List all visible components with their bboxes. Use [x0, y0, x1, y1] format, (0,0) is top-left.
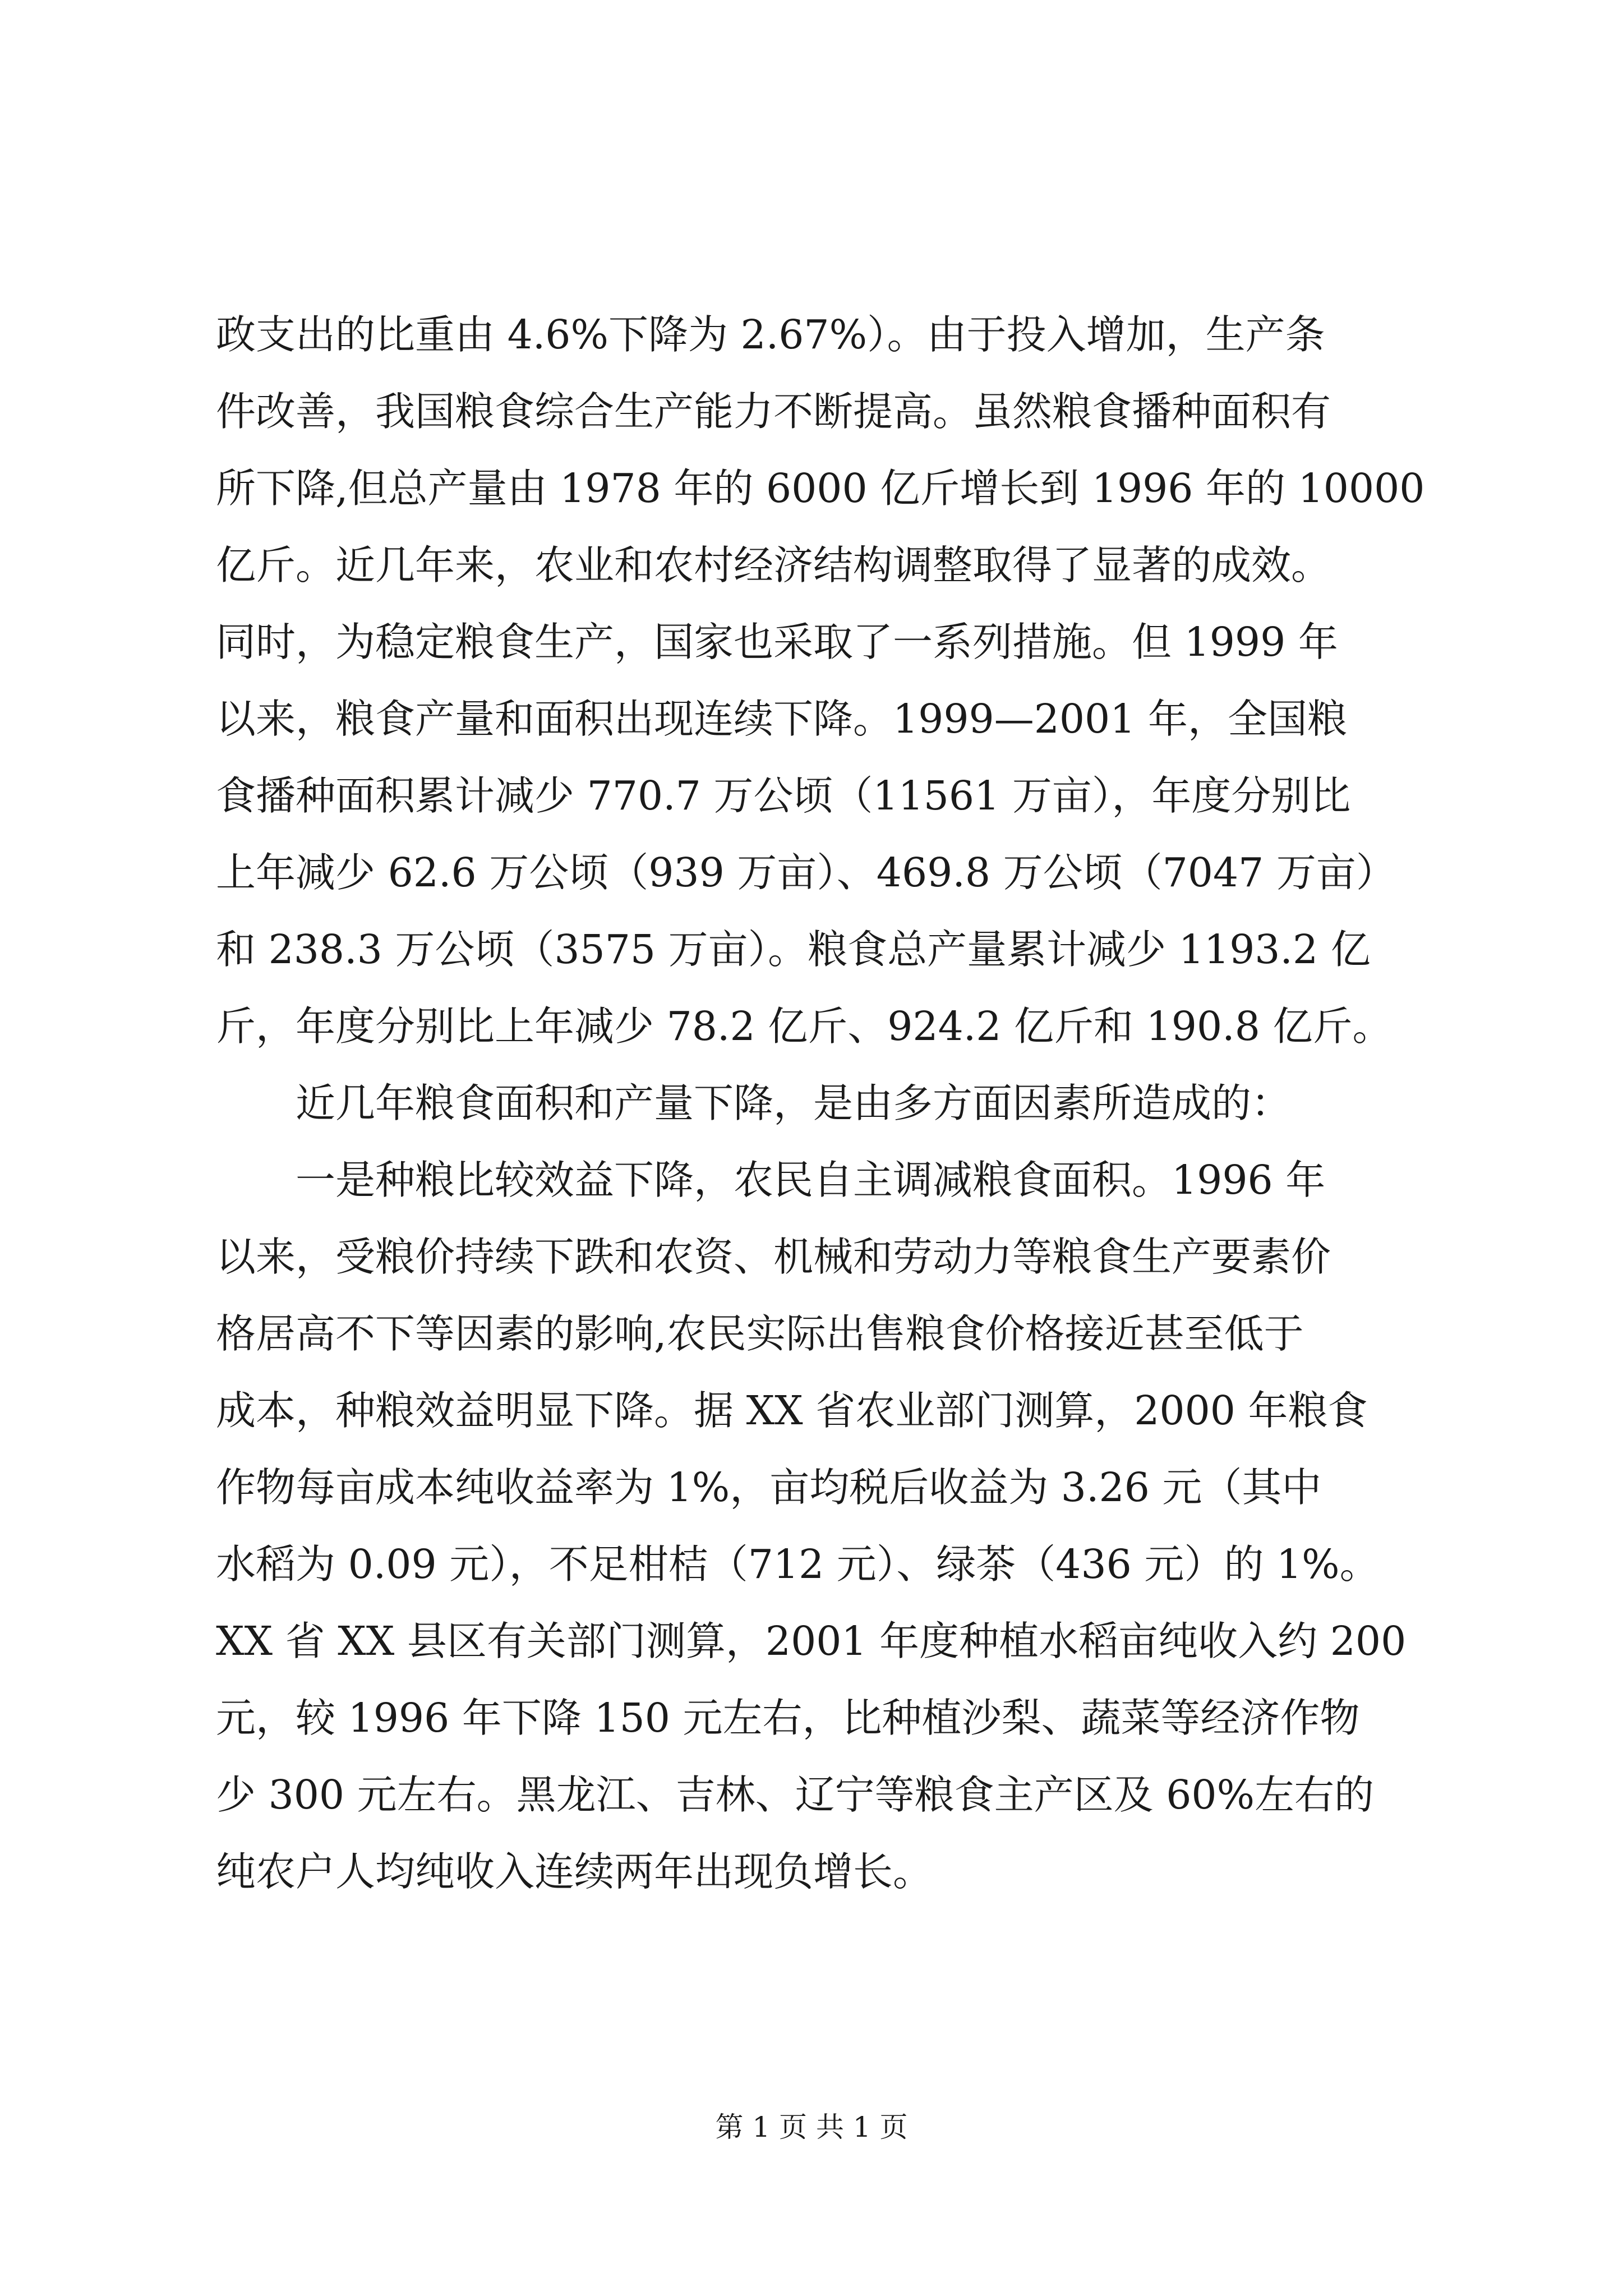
- text-line: 作物每亩成本纯收益率为 1%，亩均税后收益为 3.26 元（其中: [216, 1464, 1322, 1511]
- text-line: 件改善，我国粮食综合生产能力不断提高。虽然粮食播种面积有: [216, 388, 1331, 435]
- text-line: 亿斤。近几年来，农业和农村经济结构调整取得了显著的成效。: [216, 542, 1331, 588]
- text-line: 成本，种粮效益明显下降。据 XX 省农业部门测算，2000 年粮食: [216, 1387, 1368, 1434]
- text-line: 元，较 1996 年下降 150 元左右，比种植沙梨、蔬菜等经济作物: [216, 1695, 1360, 1741]
- text-line: XX 省 XX 县区有关部门测算，2001 年度种植水稻亩纯收入约 200: [216, 1618, 1407, 1664]
- text-line: 所下降,但总产量由 1978 年的 6000 亿斤增长到 1996 年的 10000: [216, 465, 1425, 512]
- text-line: 政支出的比重由 4.6%下降为 2.67%）。由于投入增加，生产条: [216, 311, 1325, 358]
- text-line: 斤，年度分别比上年减少 78.2 亿斤、924.2 亿斤和 190.8 亿斤。: [216, 1003, 1393, 1050]
- text-line: 纯农户人均纯收入连续两年出现负增长。: [216, 1848, 933, 1895]
- text-line: 同时，为稳定粮食生产，国家也采取了一系列措施。但 1999 年: [216, 619, 1338, 665]
- paragraph-first-line: 一是种粮比较效益下降，农民自主调减粮食面积。1996 年: [296, 1157, 1326, 1203]
- page-footer: [0, 2110, 1623, 2144]
- text-line: 格居高不下等因素的影响,农民实际出售粮食价格接近甚至低于: [216, 1310, 1304, 1357]
- text-line: 和 238.3 万公顷（3575 万亩）。粮食总产量累计减少 1193.2 亿: [216, 926, 1371, 973]
- paragraph-first-line: 近几年粮食面积和产量下降，是由多方面因素所造成的：: [296, 1080, 1292, 1126]
- text-line: 食播种面积累计减少 770.7 万公顷（11561 万亩），年度分别比: [216, 772, 1351, 819]
- text-line: 以来，粮食产量和面积出现连续下降。1999—2001 年，全国粮: [216, 696, 1347, 742]
- text-line: 上年减少 62.6 万公顷（939 万亩）、469.8 万公顷（7047 万亩）: [216, 849, 1396, 896]
- page-number-label: 第 1 页 共 1 页: [715, 2111, 908, 2143]
- text-line: 少 300 元左右。黑龙江、吉林、辽宁等粮食主产区及 60%左右的: [216, 1772, 1375, 1818]
- text-line: 水稻为 0.09 元），不足柑桔（712 元）、绿茶（436 元）的 1%。: [216, 1541, 1380, 1588]
- text-line: 以来，受粮价持续下跌和农资、机械和劳动力等粮食生产要素价: [216, 1234, 1331, 1280]
- document-body: [216, 296, 1425, 1910]
